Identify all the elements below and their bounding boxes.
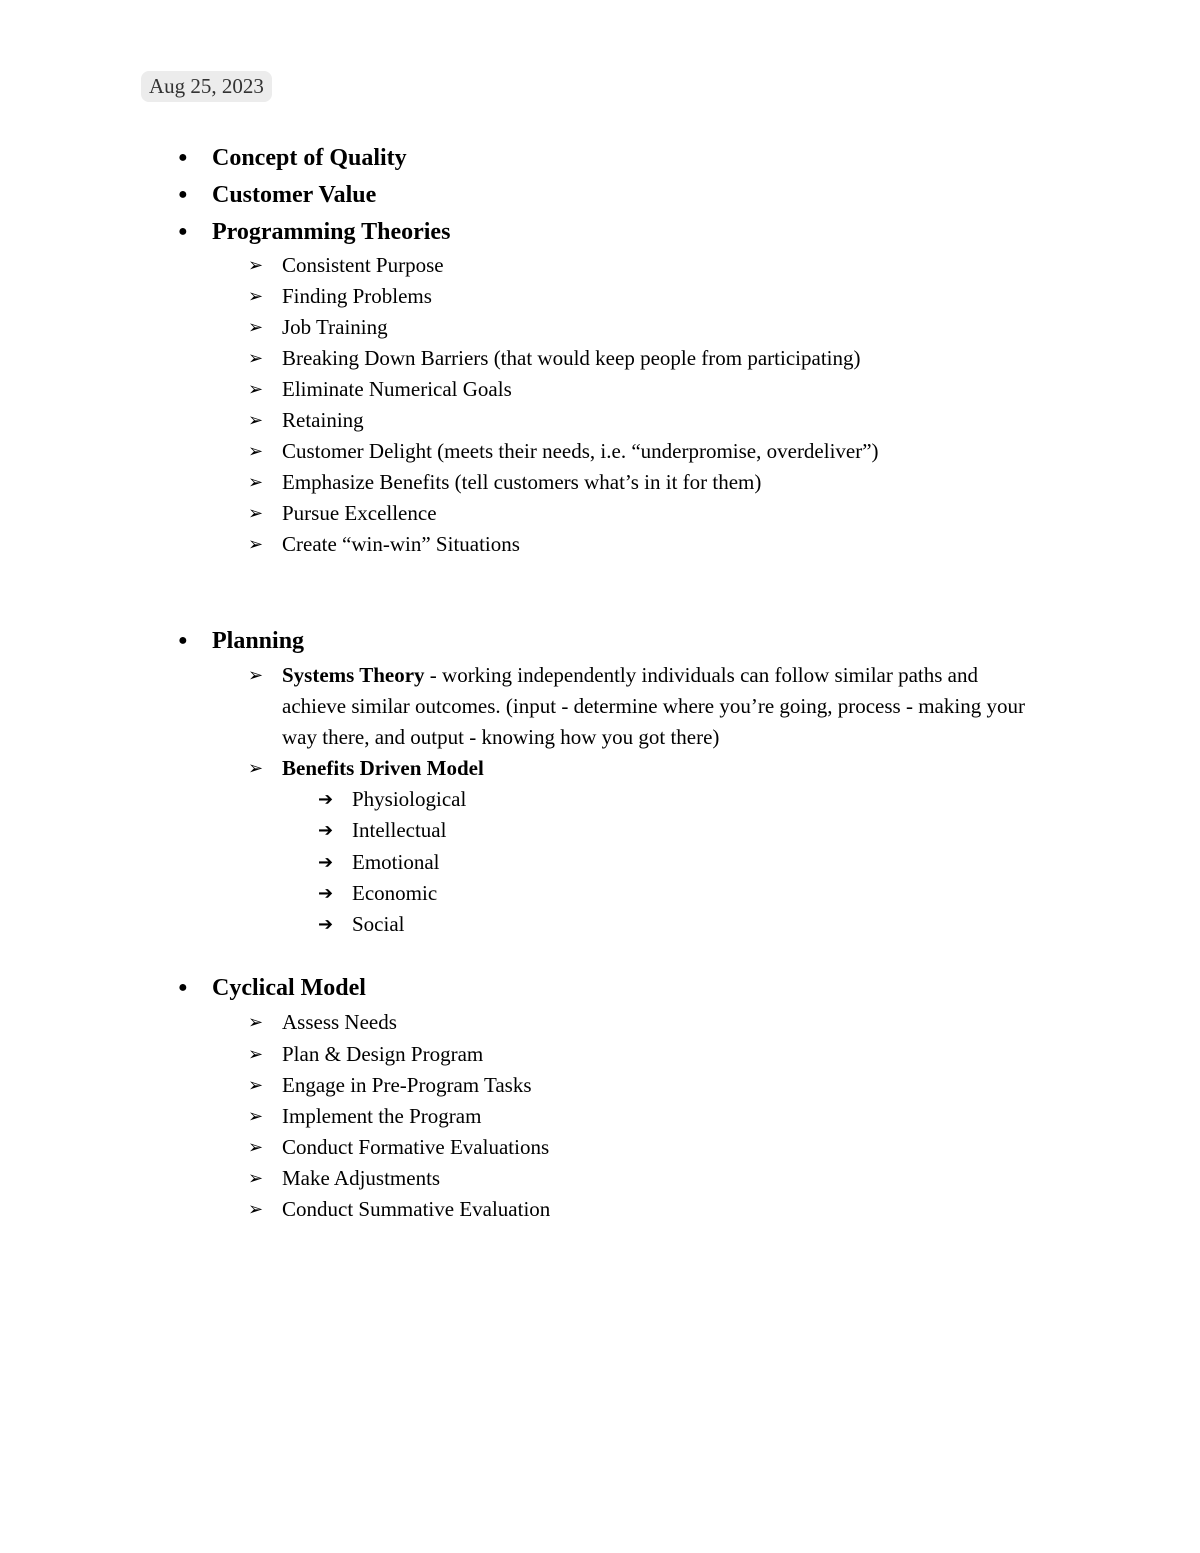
- arrowhead-icon: ➢: [248, 1044, 264, 1065]
- sub-list-item: [318, 878, 438, 909]
- sub-list-item: [318, 784, 467, 815]
- arrowhead-icon: ➢: [248, 1106, 264, 1127]
- right-arrow-icon: ➔: [318, 883, 334, 904]
- list-item: [248, 374, 1042, 405]
- sub-list-item-text: Physiological: [352, 787, 467, 811]
- sub-list-item: [318, 815, 447, 846]
- list-item: [248, 498, 1042, 529]
- list-item-text: Conduct Formative Evaluations: [282, 1135, 550, 1159]
- heading-cyclical-model: [178, 973, 366, 1003]
- bullet-dot-icon: ●: [178, 186, 188, 203]
- arrowhead-icon: ➢: [248, 1168, 264, 1189]
- bullet-dot-icon: ●: [178, 223, 188, 240]
- arrowhead-icon: ➢: [248, 503, 264, 524]
- heading-text: Concept of Quality: [212, 145, 407, 171]
- list-item: [248, 467, 1042, 498]
- list-item: [248, 1070, 1042, 1101]
- right-arrow-icon: ➔: [318, 820, 334, 841]
- benefits-model-term: Benefits Driven Model: [282, 756, 484, 780]
- list-item-text: Retaining: [282, 408, 364, 432]
- arrowhead-icon: ➢: [248, 317, 264, 338]
- right-arrow-icon: ➔: [318, 914, 334, 935]
- date-chip[interactable]: Aug 25, 2023: [141, 71, 272, 102]
- arrowhead-icon: ➢: [248, 255, 264, 276]
- bullet-dot-icon: ●: [178, 632, 188, 649]
- list-item-text: Create “win-win” Situations: [282, 532, 520, 556]
- list-item-text: Job Training: [282, 315, 388, 339]
- list-item-text: Consistent Purpose: [282, 253, 444, 277]
- arrowhead-icon: ➢: [248, 758, 264, 779]
- sub-list-item-text: Social: [352, 912, 405, 936]
- arrowhead-icon: ➢: [248, 410, 264, 431]
- systems-theory-term: Systems Theory: [282, 663, 425, 687]
- list-item: [248, 312, 1042, 343]
- systems-theory-text: - working independently individuals can follow similar paths and achieve similar outcomes. (input - determine where you’re going, process - making your way there, and output - knowing how you got there): [282, 663, 1025, 749]
- arrowhead-icon: ➢: [248, 379, 264, 400]
- list-item: [248, 250, 1042, 281]
- arrowhead-icon: ➢: [248, 348, 264, 369]
- sub-list-item-text: Intellectual: [352, 818, 447, 842]
- heading-text: Programming Theories: [212, 219, 451, 245]
- list-item: [248, 1039, 1042, 1070]
- right-arrow-icon: ➔: [318, 789, 334, 810]
- sub-list-item: [318, 847, 440, 878]
- sub-list-item: [318, 909, 405, 940]
- list-item-text: Finding Problems: [282, 284, 432, 308]
- arrowhead-icon: ➢: [248, 665, 264, 686]
- right-arrow-icon: ➔: [318, 852, 334, 873]
- list-item: [248, 436, 1042, 467]
- heading-text: Cyclical Model: [212, 975, 366, 1001]
- list-item: [248, 405, 1042, 436]
- list-item-text: Customer Delight (meets their needs, i.e. “underpromise, overdeliver”): [282, 439, 879, 463]
- list-item-text: Make Adjustments: [282, 1166, 441, 1190]
- arrowhead-icon: ➢: [248, 286, 264, 307]
- list-item: [248, 343, 1042, 374]
- heading-concept-of-quality: [178, 143, 407, 173]
- list-item-text: Engage in Pre-Program Tasks: [282, 1073, 532, 1097]
- arrowhead-icon: ➢: [248, 441, 264, 462]
- list-item-text: Assess Needs: [282, 1010, 397, 1034]
- list-item: [248, 1132, 1042, 1163]
- list-item: [248, 529, 1042, 560]
- heading-planning: [178, 626, 305, 656]
- arrowhead-icon: ➢: [248, 534, 264, 555]
- arrowhead-icon: ➢: [248, 1137, 264, 1158]
- bullet-dot-icon: ●: [178, 149, 188, 166]
- heading-customer-value: [178, 180, 377, 210]
- arrowhead-icon: ➢: [248, 1075, 264, 1096]
- list-item-text: Conduct Summative Evaluation: [282, 1197, 551, 1221]
- benefits-model-item: [248, 753, 1042, 784]
- systems-theory-item: [248, 660, 1042, 753]
- heading-text: Planning: [212, 628, 305, 654]
- list-item: [248, 1007, 1042, 1038]
- arrowhead-icon: ➢: [248, 472, 264, 493]
- heading-text: Customer Value: [212, 182, 377, 208]
- list-item: [248, 1101, 1042, 1132]
- list-item-text: Pursue Excellence: [282, 501, 437, 525]
- sub-list-item-text: Emotional: [352, 850, 440, 874]
- list-item: [248, 1163, 1042, 1194]
- list-item: [248, 281, 1042, 312]
- bullet-dot-icon: ●: [178, 979, 188, 996]
- list-item-text: Emphasize Benefits (tell customers what’s in it for them): [282, 470, 762, 494]
- arrowhead-icon: ➢: [248, 1012, 264, 1033]
- sub-list-item-text: Economic: [352, 881, 438, 905]
- list-item-text: Implement the Program: [282, 1104, 482, 1128]
- list-item-text: Eliminate Numerical Goals: [282, 377, 512, 401]
- heading-programming-theories: [178, 217, 451, 247]
- list-item-text: Plan & Design Program: [282, 1042, 484, 1066]
- list-item: [248, 1194, 1042, 1225]
- arrowhead-icon: ➢: [248, 1199, 264, 1220]
- list-item-text: Breaking Down Barriers (that would keep people from participating): [282, 346, 861, 370]
